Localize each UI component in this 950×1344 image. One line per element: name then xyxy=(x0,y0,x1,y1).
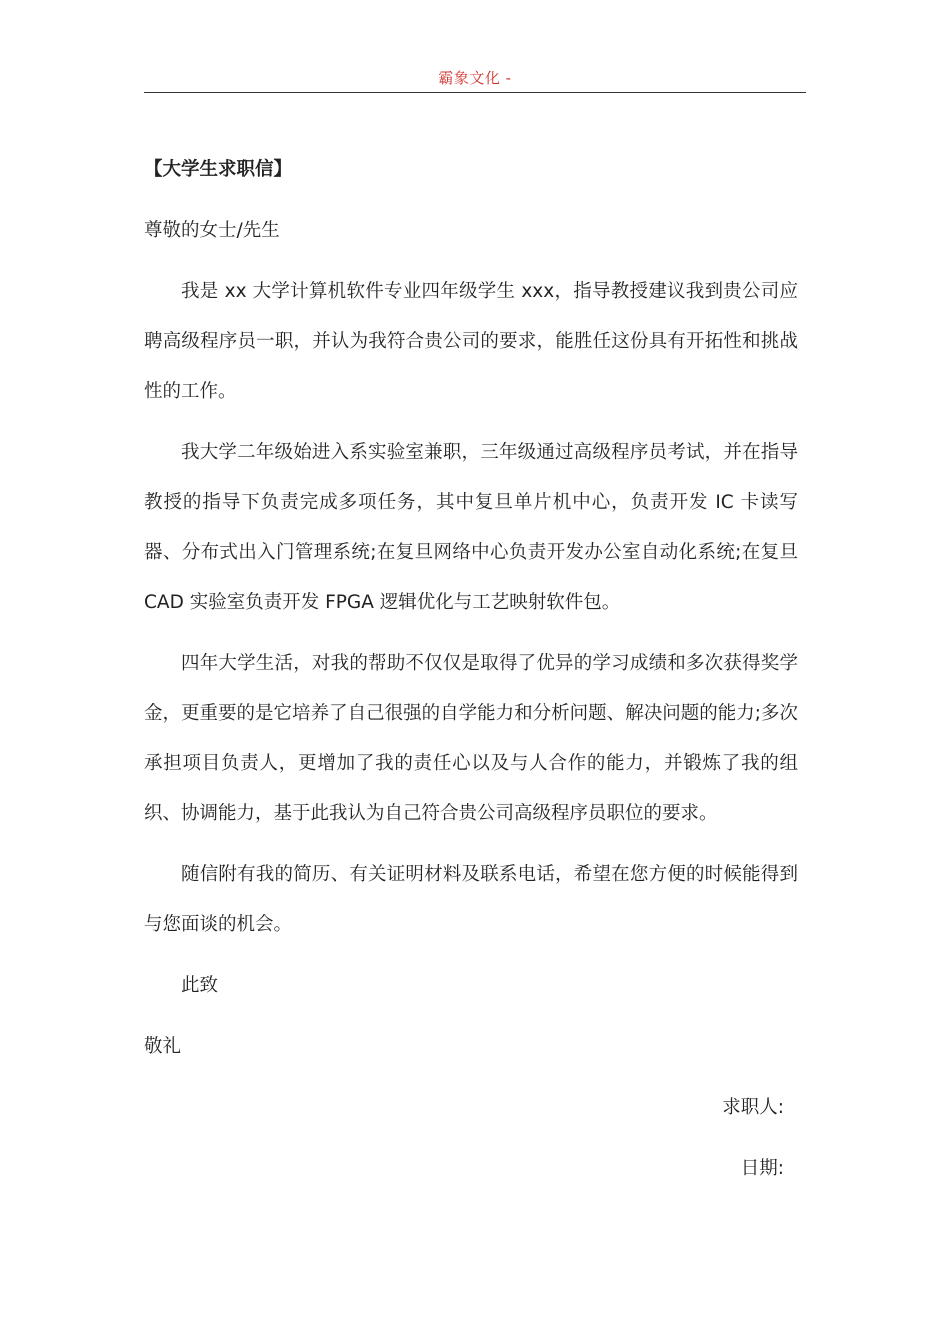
page-header xyxy=(144,66,806,93)
letter-paragraph-4: 随信附有我的简历、有关证明材料及联系电话，希望在您方便的时候能得到与您面谈的机会。 xyxy=(144,864,798,935)
letter-salutation: 尊敬的女士/先生 xyxy=(144,220,280,241)
header-text: 霸象文化 - xyxy=(438,69,512,87)
letter-body xyxy=(144,145,798,1205)
signature-label: 求职人: xyxy=(722,1097,784,1118)
letter-paragraph-1: 我是 xx 大学计算机软件专业四年级学生 xxx，指导教授建议我到贵公司应聘高级程序员一职，并认为我符合贵公司的要求，能胜任这份具有开拓性和挑战性的工作。 xyxy=(144,281,798,402)
letter-closing-jing-li: 敬礼 xyxy=(144,1036,182,1057)
letter-paragraph-3: 四年大学生活，对我的帮助不仅仅是取得了优异的学习成绩和多次获得奖学金，更重要的是它培养了自己很强的自学能力和分析问题、解决问题的能力;多次承担项目负责人，更增加了我的责任心以及与人合作的能力，并锻炼了我的组织、协调能力，基于此我认为自己符合贵公司高级程序员职位的要求。 xyxy=(144,653,798,824)
letter-paragraph-2: 我大学二年级始进入系实验室兼职，三年级通过高级程序员考试，并在指导教授的指导下负责完成多项任务，其中复旦单片机中心，负责开发 IC 卡读写器、分布式出入门管理系统;在复旦网络中心负责开发办公室自动化系统;在复旦 CAD 实验室负责开发 FPGA 逻辑优化与工艺映射软件包。 xyxy=(144,442,798,613)
letter-title: 【大学生求职信】 xyxy=(144,159,293,180)
letter-closing-ci-zhi: 此致 xyxy=(181,975,219,996)
date-label: 日期: xyxy=(740,1158,784,1179)
